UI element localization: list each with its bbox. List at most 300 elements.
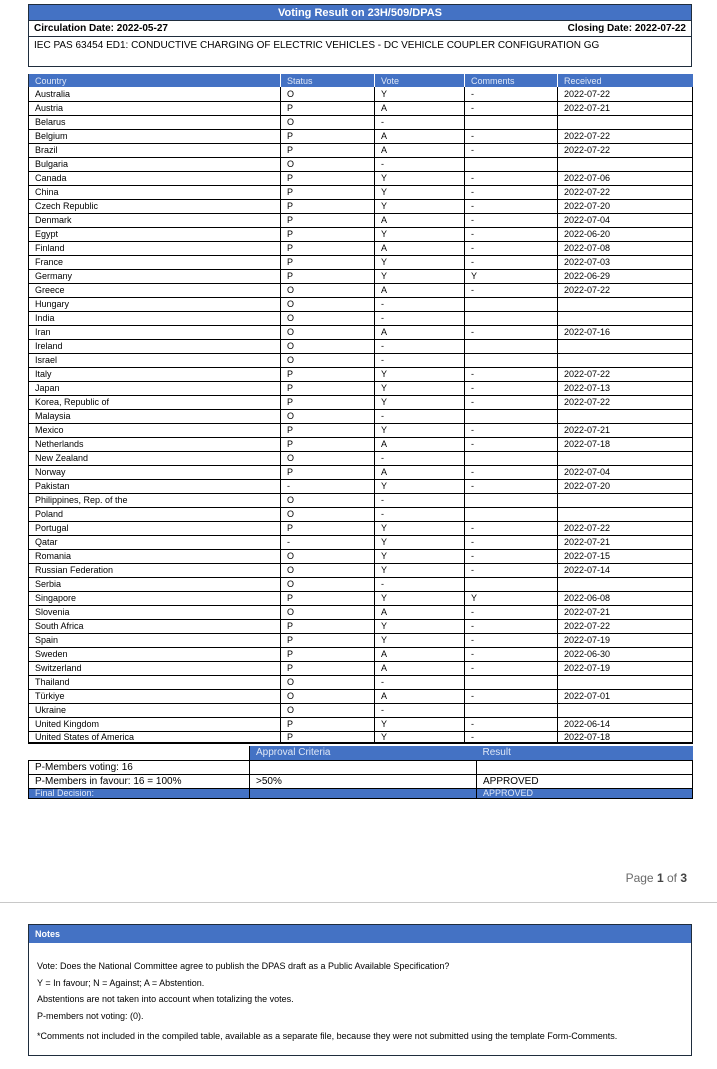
cell-status: P [281, 101, 375, 115]
closing-date: Closing Date: 2022-07-22 [567, 23, 686, 34]
page-number: Page 1 of 3 [625, 871, 687, 885]
cell-received: 2022-07-22 [558, 185, 693, 199]
cell-country: Denmark [29, 213, 281, 227]
cell-country: Austria [29, 101, 281, 115]
cell-country: Malaysia [29, 409, 281, 423]
table-row [29, 115, 693, 129]
cell-status: P [281, 171, 375, 185]
cell-vote: - [375, 339, 465, 353]
cell-country: Germany [29, 269, 281, 283]
document-subject: IEC PAS 63454 ED1: CONDUCTIVE CHARGING OF ELECTRIC VEHICLES - DC VEHICLE COUPLER CONFIGURATION GG [28, 37, 692, 67]
cell-received: 2022-07-03 [558, 255, 693, 269]
cell-country: Slovenia [29, 605, 281, 619]
cell-received: 2022-07-04 [558, 465, 693, 479]
cell-country: Korea, Republic of [29, 395, 281, 409]
cell-received [558, 577, 693, 591]
cell-country: Poland [29, 507, 281, 521]
cell-comments [465, 297, 558, 311]
cell-vote: - [375, 451, 465, 465]
cell-received: 2022-07-21 [558, 605, 693, 619]
cell-comments [465, 577, 558, 591]
cell-status: O [281, 689, 375, 703]
notes-title: Notes [29, 925, 691, 943]
cell-status: P [281, 381, 375, 395]
table-row [29, 101, 693, 115]
cell-vote: - [375, 157, 465, 171]
cell-status: P [281, 395, 375, 409]
table-row [29, 605, 693, 619]
cell-vote: A [375, 129, 465, 143]
cell-status: O [281, 87, 375, 101]
cell-status: P [281, 129, 375, 143]
cell-received [558, 297, 693, 311]
table-row [29, 437, 693, 451]
cell-received: 2022-07-15 [558, 549, 693, 563]
notes-not-voting: P-members not voting: (0). [37, 1010, 144, 1021]
cell-country: Netherlands [29, 437, 281, 451]
cell-received: 2022-07-04 [558, 213, 693, 227]
cell-vote: - [375, 409, 465, 423]
cell-comments: - [465, 325, 558, 339]
table-row [29, 395, 693, 409]
table-row [29, 199, 693, 213]
table-row [29, 283, 693, 297]
cell-received: 2022-07-22 [558, 283, 693, 297]
cell-country: Bulgaria [29, 157, 281, 171]
cell-received: 2022-07-22 [558, 619, 693, 633]
cell-comments [465, 353, 558, 367]
cell-status: O [281, 283, 375, 297]
cell-country: Czech Republic [29, 199, 281, 213]
cell-country: Iran [29, 325, 281, 339]
cell-received: 2022-07-16 [558, 325, 693, 339]
cell-comments [465, 115, 558, 129]
cell-vote: Y [375, 549, 465, 563]
cell-vote: Y [375, 731, 465, 743]
cell-comments: - [465, 199, 558, 213]
cell-country: Qatar [29, 535, 281, 549]
column-header-country: Country [29, 74, 281, 87]
cell-vote: A [375, 143, 465, 157]
cell-country: Israel [29, 353, 281, 367]
cell-comments: - [465, 731, 558, 743]
cell-status: O [281, 675, 375, 689]
cell-status: O [281, 409, 375, 423]
cell-status: P [281, 423, 375, 437]
cell-comments [465, 311, 558, 325]
final-decision-label: Final Decision: [29, 788, 250, 798]
cell-country: Egypt [29, 227, 281, 241]
cell-vote: Y [375, 521, 465, 535]
cell-vote: A [375, 605, 465, 619]
table-row [29, 465, 693, 479]
dates-row [28, 20, 692, 37]
cell-received: 2022-07-18 [558, 437, 693, 451]
document-header [28, 4, 692, 67]
cell-country: New Zealand [29, 451, 281, 465]
cell-status: O [281, 157, 375, 171]
cell-country: Romania [29, 549, 281, 563]
cell-comments [465, 507, 558, 521]
cell-country: Philippines, Rep. of the [29, 493, 281, 507]
cell-country: Portugal [29, 521, 281, 535]
cell-vote: - [375, 577, 465, 591]
cell-received [558, 311, 693, 325]
table-row [29, 171, 693, 185]
current-page: 1 [656, 871, 664, 885]
voting-table [28, 74, 693, 744]
p-members-favour: P-Members in favour: 16 = 100% [29, 774, 250, 788]
cell-received: 2022-07-22 [558, 367, 693, 381]
cell-received: 2022-07-14 [558, 563, 693, 577]
cell-status: P [281, 185, 375, 199]
cell-status: P [281, 213, 375, 227]
cell-vote: Y [375, 87, 465, 101]
table-row [29, 423, 693, 437]
cell-vote: A [375, 283, 465, 297]
cell-status: P [281, 647, 375, 661]
cell-received: 2022-07-01 [558, 689, 693, 703]
cell-comments: - [465, 255, 558, 269]
cell-status: - [281, 479, 375, 493]
notes-abstentions: Abstentions are not taken into account when totalizing the votes. [37, 994, 294, 1004]
cell-status: O [281, 507, 375, 521]
cell-comments: - [465, 143, 558, 157]
cell-comments: - [465, 241, 558, 255]
cell-country: Spain [29, 633, 281, 647]
cell-vote: - [375, 353, 465, 367]
cell-country: Switzerland [29, 661, 281, 675]
cell-received [558, 451, 693, 465]
cell-vote: A [375, 101, 465, 115]
table-row [29, 311, 693, 325]
cell-comments: - [465, 647, 558, 661]
cell-comments: - [465, 521, 558, 535]
cell-country: Italy [29, 367, 281, 381]
cell-comments: - [465, 395, 558, 409]
column-header-comments: Comments [465, 74, 558, 87]
cell-comments [465, 703, 558, 717]
voting-table-body [29, 87, 693, 743]
table-row [29, 577, 693, 591]
cell-vote: Y [375, 255, 465, 269]
cell-vote: A [375, 661, 465, 675]
table-row [29, 241, 693, 255]
cell-status: O [281, 353, 375, 367]
cell-comments: - [465, 227, 558, 241]
cell-vote: - [375, 115, 465, 129]
cell-vote: Y [375, 199, 465, 213]
table-row [29, 661, 693, 675]
cell-received: 2022-07-19 [558, 633, 693, 647]
table-row [29, 353, 693, 367]
cell-received: 2022-07-21 [558, 535, 693, 549]
cell-country: United States of America [29, 731, 281, 743]
final-decision-value: APPROVED [477, 788, 693, 798]
cell-vote: Y [375, 227, 465, 241]
cell-country: Russian Federation [29, 563, 281, 577]
table-row [29, 157, 693, 171]
cell-country: France [29, 255, 281, 269]
final-decision-row [29, 788, 693, 798]
table-row [29, 87, 693, 101]
cell-comments [465, 493, 558, 507]
cell-comments: - [465, 689, 558, 703]
cell-country: South Africa [29, 619, 281, 633]
approval-threshold: >50% [250, 774, 477, 788]
cell-comments [465, 339, 558, 353]
cell-comments: - [465, 633, 558, 647]
cell-status: P [281, 241, 375, 255]
cell-vote: A [375, 241, 465, 255]
cell-received [558, 157, 693, 171]
cell-comments: Y [465, 269, 558, 283]
cell-received: 2022-07-06 [558, 171, 693, 185]
cell-status: O [281, 703, 375, 717]
cell-vote: - [375, 703, 465, 717]
table-row [29, 675, 693, 689]
approval-criteria-header: Approval Criteria [250, 746, 477, 760]
table-row [29, 367, 693, 381]
result-header: Result [477, 746, 693, 760]
table-row [29, 619, 693, 633]
cell-vote: Y [375, 381, 465, 395]
circulation-date: Circulation Date: 2022-05-27 [34, 23, 168, 34]
criteria-header-row [29, 746, 693, 760]
cell-vote: A [375, 689, 465, 703]
notes-question: Vote: Does the National Committee agree to publish the DPAS draft as a Public Available Specification? [37, 961, 450, 971]
cell-vote: Y [375, 591, 465, 605]
cell-vote: - [375, 507, 465, 521]
cell-vote: Y [375, 185, 465, 199]
table-row [29, 325, 693, 339]
cell-status: P [281, 143, 375, 157]
cell-comments: - [465, 619, 558, 633]
page-separator [0, 902, 717, 903]
cell-received [558, 703, 693, 717]
table-row [29, 521, 693, 535]
cell-vote: A [375, 213, 465, 227]
cell-country: Belgium [29, 129, 281, 143]
criteria-result: APPROVED [477, 774, 693, 788]
cell-country: Sweden [29, 647, 281, 661]
cell-status: O [281, 451, 375, 465]
cell-comments [465, 157, 558, 171]
cell-comments: Y [465, 591, 558, 605]
cell-vote: Y [375, 563, 465, 577]
cell-received: 2022-07-20 [558, 199, 693, 213]
cell-received: 2022-07-22 [558, 395, 693, 409]
approval-criteria [28, 746, 692, 799]
cell-status: P [281, 437, 375, 451]
table-row [29, 591, 693, 605]
cell-received: 2022-07-22 [558, 129, 693, 143]
cell-status: O [281, 297, 375, 311]
cell-received [558, 675, 693, 689]
cell-status: P [281, 367, 375, 381]
cell-comments: - [465, 101, 558, 115]
cell-comments: - [465, 717, 558, 731]
cell-country: Australia [29, 87, 281, 101]
cell-comments: - [465, 129, 558, 143]
cell-country: India [29, 311, 281, 325]
cell-received: 2022-07-22 [558, 143, 693, 157]
cell-comments: - [465, 605, 558, 619]
notes-body [29, 943, 691, 1041]
cell-comments [465, 451, 558, 465]
cell-received: 2022-07-22 [558, 87, 693, 101]
cell-comments: - [465, 381, 558, 395]
cell-received [558, 115, 693, 129]
cell-country: Pakistan [29, 479, 281, 493]
cell-comments: - [465, 423, 558, 437]
cell-received: 2022-06-20 [558, 227, 693, 241]
cell-country: United Kingdom [29, 717, 281, 731]
cell-comments: - [465, 171, 558, 185]
cell-received: 2022-07-13 [558, 381, 693, 395]
cell-received [558, 409, 693, 423]
notes-legend: Y = In favour; N = Against; A = Abstention. [37, 977, 205, 988]
cell-status: O [281, 577, 375, 591]
cell-received: 2022-06-14 [558, 717, 693, 731]
cell-status: P [281, 465, 375, 479]
cell-vote: A [375, 465, 465, 479]
approval-criteria-table [28, 746, 693, 799]
cell-status: - [281, 535, 375, 549]
cell-country: Japan [29, 381, 281, 395]
table-row [29, 633, 693, 647]
cell-country: Ireland [29, 339, 281, 353]
table-row [29, 409, 693, 423]
table-row [29, 451, 693, 465]
table-row [29, 731, 693, 743]
cell-country: Türkiye [29, 689, 281, 703]
cell-comments: - [465, 535, 558, 549]
cell-country: Singapore [29, 591, 281, 605]
cell-status: O [281, 339, 375, 353]
cell-vote: A [375, 647, 465, 661]
table-row [29, 129, 693, 143]
cell-received: 2022-06-08 [558, 591, 693, 605]
criteria-voting-row [29, 760, 693, 774]
table-row [29, 297, 693, 311]
page-title: Voting Result on 23H/509/DPAS [28, 4, 692, 20]
cell-country: Greece [29, 283, 281, 297]
cell-vote: A [375, 437, 465, 451]
cell-received: 2022-07-21 [558, 423, 693, 437]
table-row [29, 479, 693, 493]
cell-received: 2022-07-20 [558, 479, 693, 493]
cell-received: 2022-07-22 [558, 521, 693, 535]
cell-country: Canada [29, 171, 281, 185]
table-row [29, 507, 693, 521]
cell-status: P [281, 717, 375, 731]
cell-status: P [281, 269, 375, 283]
cell-status: O [281, 325, 375, 339]
cell-country: China [29, 185, 281, 199]
cell-vote: - [375, 675, 465, 689]
cell-country: Thailand [29, 675, 281, 689]
cell-received: 2022-06-30 [558, 647, 693, 661]
cell-received [558, 507, 693, 521]
cell-vote: Y [375, 269, 465, 283]
cell-comments: - [465, 437, 558, 451]
cell-vote: A [375, 325, 465, 339]
cell-received [558, 493, 693, 507]
table-row [29, 143, 693, 157]
cell-vote: Y [375, 619, 465, 633]
cell-vote: Y [375, 423, 465, 437]
table-row [29, 227, 693, 241]
cell-comments: - [465, 213, 558, 227]
cell-country: Ukraine [29, 703, 281, 717]
cell-received: 2022-07-18 [558, 731, 693, 743]
table-row [29, 563, 693, 577]
cell-status: O [281, 493, 375, 507]
cell-status: O [281, 563, 375, 577]
cell-comments: - [465, 479, 558, 493]
cell-status: O [281, 549, 375, 563]
cell-comments [465, 675, 558, 689]
cell-comments: - [465, 87, 558, 101]
table-row [29, 255, 693, 269]
cell-comments: - [465, 563, 558, 577]
cell-vote: - [375, 493, 465, 507]
cell-received: 2022-07-21 [558, 101, 693, 115]
cell-status: P [281, 255, 375, 269]
table-row [29, 647, 693, 661]
column-header-received: Received [558, 74, 693, 87]
cell-country: Brazil [29, 143, 281, 157]
cell-vote: Y [375, 367, 465, 381]
cell-country: Finland [29, 241, 281, 255]
cell-status: P [281, 633, 375, 647]
cell-received [558, 339, 693, 353]
cell-vote: Y [375, 395, 465, 409]
cell-vote: Y [375, 535, 465, 549]
table-row [29, 269, 693, 283]
cell-comments: - [465, 185, 558, 199]
cell-received: 2022-07-19 [558, 661, 693, 675]
total-pages: 3 [680, 871, 687, 885]
cell-vote: Y [375, 717, 465, 731]
cell-status: P [281, 199, 375, 213]
table-row [29, 535, 693, 549]
cell-country: Mexico [29, 423, 281, 437]
cell-country: Norway [29, 465, 281, 479]
table-row [29, 549, 693, 563]
cell-status: O [281, 115, 375, 129]
cell-status: O [281, 605, 375, 619]
cell-vote: Y [375, 171, 465, 185]
table-row [29, 339, 693, 353]
column-header-status: Status [281, 74, 375, 87]
cell-comments: - [465, 465, 558, 479]
cell-comments: - [465, 283, 558, 297]
cell-status: P [281, 619, 375, 633]
cell-received: 2022-07-08 [558, 241, 693, 255]
cell-country: Belarus [29, 115, 281, 129]
table-row [29, 213, 693, 227]
table-header-row [29, 74, 693, 87]
cell-received [558, 353, 693, 367]
p-members-voting: P-Members voting: 16 [29, 760, 250, 774]
table-row [29, 185, 693, 199]
cell-status: P [281, 661, 375, 675]
cell-vote: - [375, 311, 465, 325]
table-row [29, 381, 693, 395]
cell-status: P [281, 521, 375, 535]
